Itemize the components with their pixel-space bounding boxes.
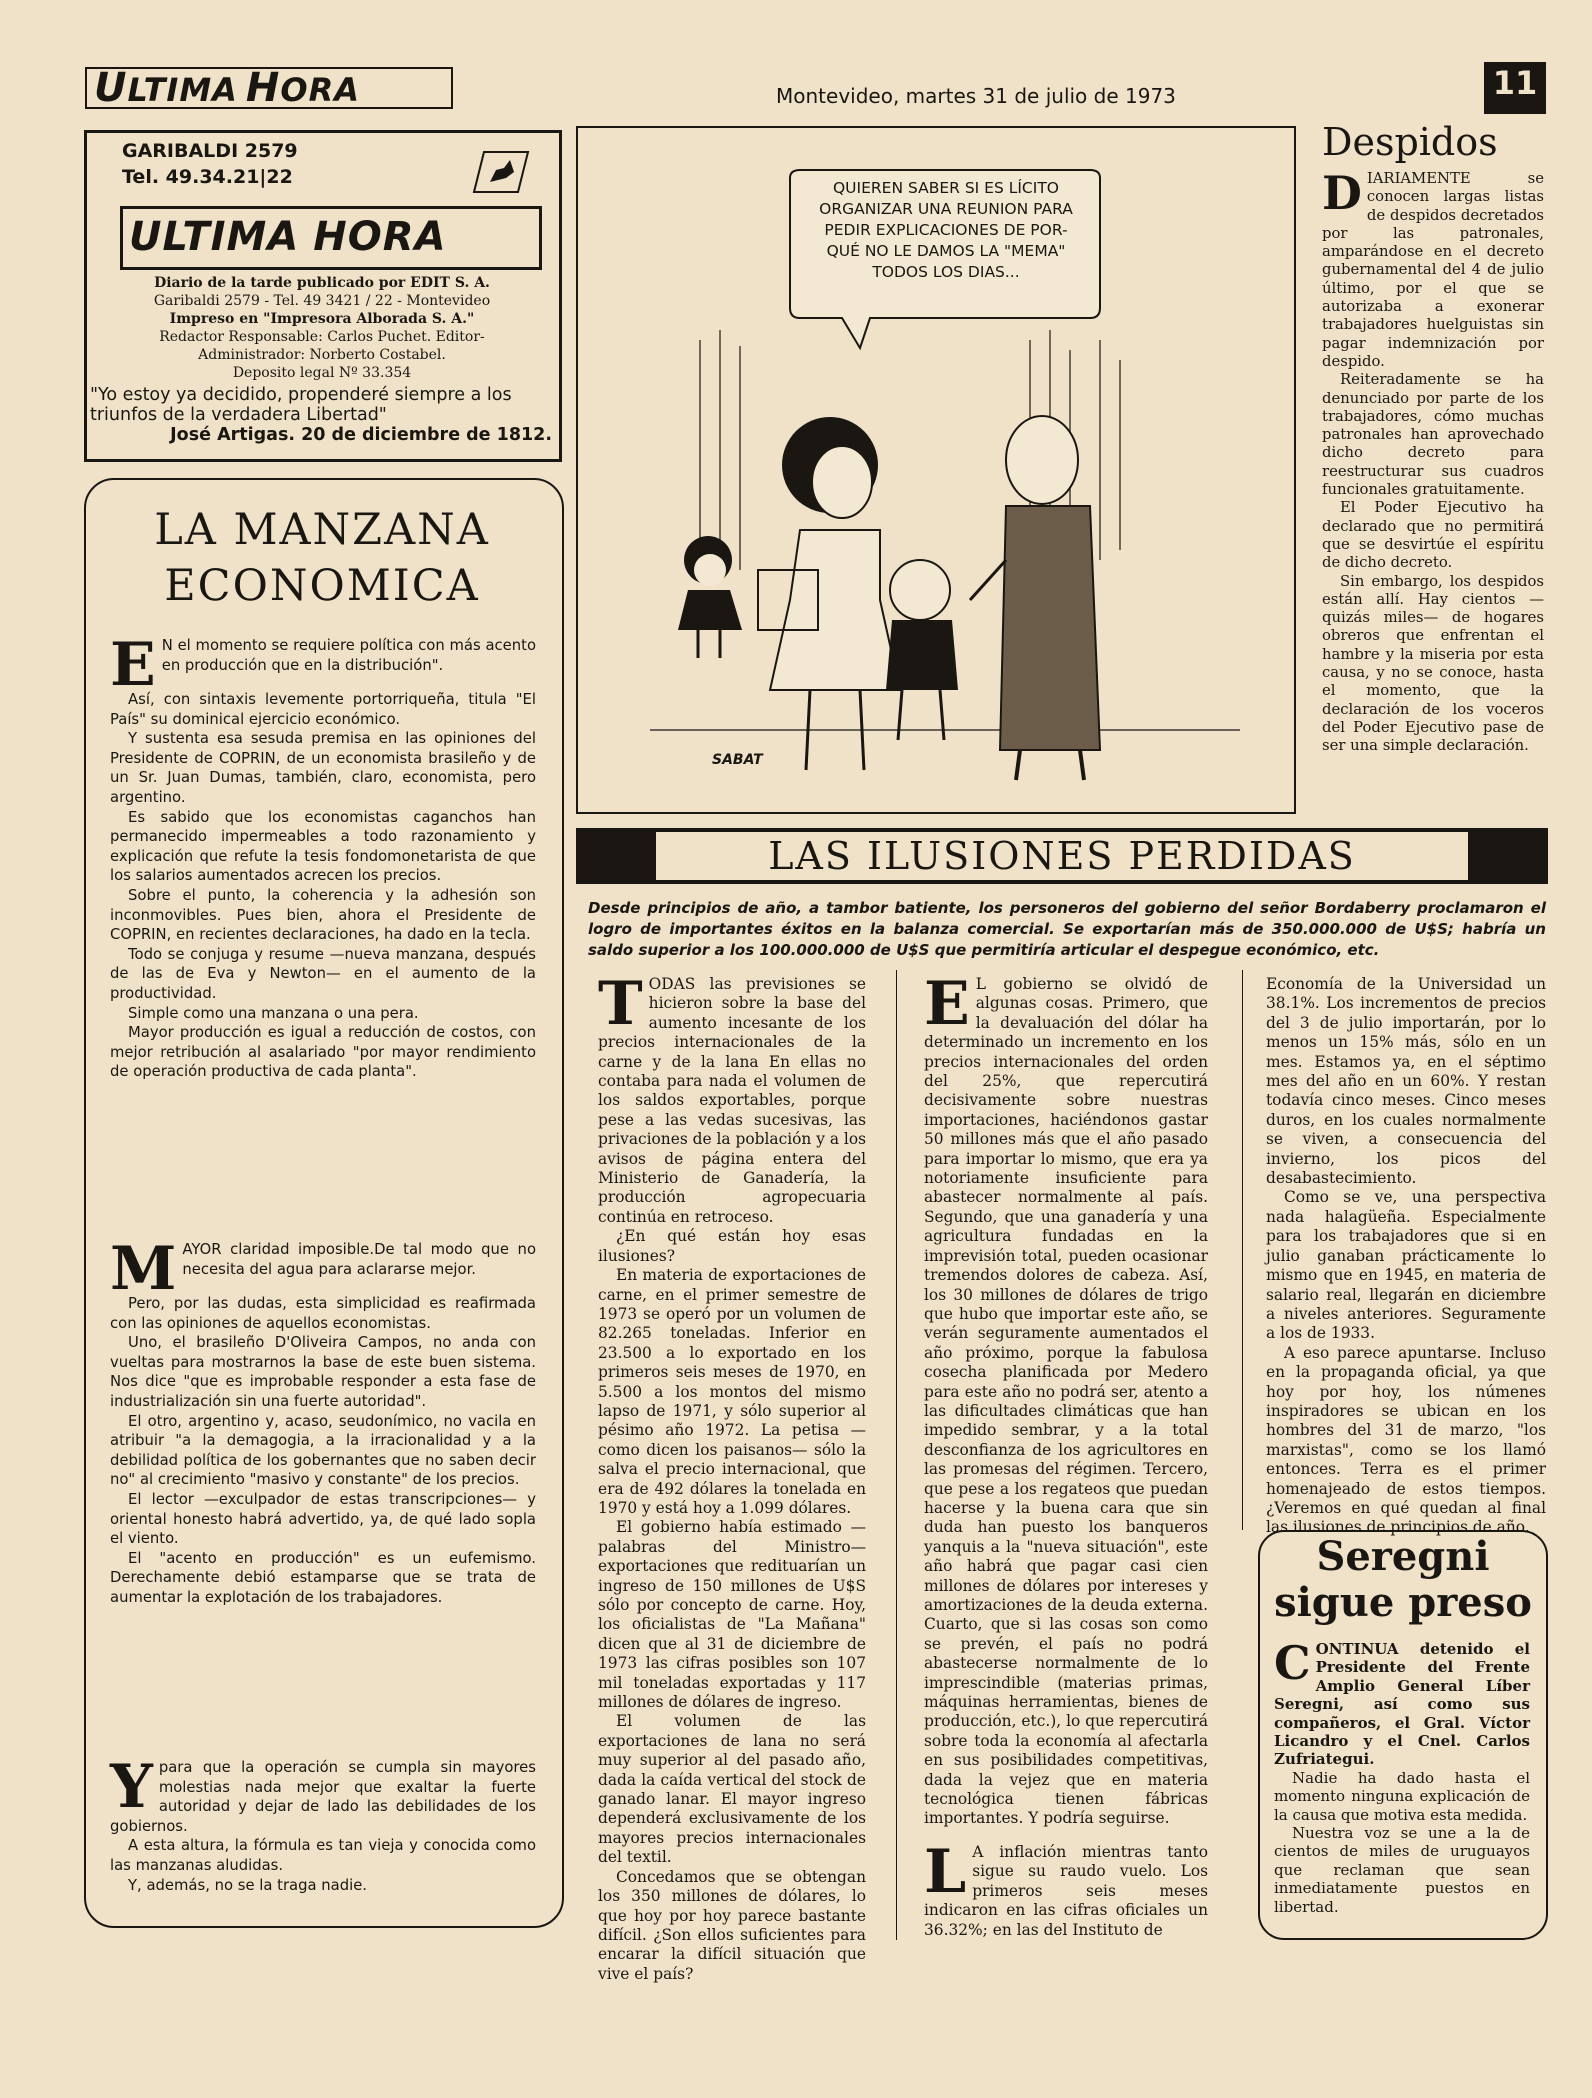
ilusiones-title: LAS ILUSIONES PERDIDAS <box>656 832 1468 880</box>
logo-u: U <box>94 65 128 111</box>
imprint-logo: ULTIMA HORA <box>120 206 542 270</box>
masthead-logo <box>84 62 454 114</box>
despidos-title: Despidos <box>1322 120 1498 164</box>
manzana-body-2: MAYOR claridad imposible.De tal modo que no necesita del agua para aclararse mejor. Pero, por las dudas, esta simplicidad es reafirmada con las opiniones de aquellos economistas. Uno, el brasileño D'Oliveira Campos, no anda con vueltas para mostrarnos la base de este buen sistema. Nos dice "que es improbable responder a esta fase de industrialización sin una fuerte autoridad". El otro, argentino y, acaso, seudonímico, no vacila en atribuir "a la demagogia, a la irracionalidad y a la debilidad política de los gobernantes que no saben decir no" al crecimiento "masivo y constante" de los precios. El lector —exculpador de estas transcripciones— y oriental honesto habrá advertido, ya, de qué lado sopla el viento. El "acento en producción" es un eufemismo. Derechamente debió estamparse que se trata de aumentar la explotación de los trabajadores. <box>110 1234 536 1606</box>
ilusiones-col-2: E L gobierno se olvidó de algunas cosas. Primero, que la devaluación del dólar ha determinado un incremento en los precios internacionales del orden del 25%, que repercutirá decisivamente sobre nuestras importaciones, haciéndonos gastar 50 millones más que el año pasado para importar lo mismo, que era ya notoriamente insuficiente para abastecer normalmente al país. Segundo, que una ganadería y una agricultura fundadas en la imprevisión total, pueden ocasionar tremendos dolores de cabeza. Así, los 30 millones de dólares de trigo que hubo que importar este año, se verán seguramente aumentados el año próximo, porque la fabulosa cosecha planificada por Medero para este año no podrá ser, atento a las dificultades climáticas que han impedido sembrar, y a la total desconfianza de los agricultores en las promesas del régimen. Tercero, que pese a los regateos que puedan hacerse y la buena cara que sin duda han puesto los banqueros yanquis a la "nueva situación", este año habrá que pagar casi cien millones de dólares por intereses y amortizaciones de la deuda externa. Cuarto, que si las cosas son como se prevén, el país no podrá abastecerse normalmente de lo imprescindible (materias primas, máquinas herramientas, bienes de producción, etc.), lo que repercutirá sobre toda la economía al afectarla en sus posibilidades competitivas, dada la vejez que en materia tecnológica tienen fábricas importantes. Y podría seguirse. L A inflación mientras tanto sigue su raudo vuelo. Los primeros seis meses indicaron en las cifras oficiales un 36.32%; en las del Instituto de <box>924 969 1208 1939</box>
ilusiones-col-1: TODAS las previsiones se hicieron sobre la base del aumento incesante de los precios internacionales de la carne y de la lana En ellas no contaba para nada el volumen de los saldos exportables, porque pese a las vedas sucesivas, las privaciones de la población y a los avisos de página entera del Ministerio de Ganadería, la producción agropecuaria continúa en retroceso. ¿En qué están hoy esas ilusiones? En materia de exportaciones de carne, en el primer semestre de 1973 se operó por un volumen de 82.265 toneladas. Inferior en 23.500 a lo exportado en los primeros seis meses de 1970, en 5.500 a los montos del mismo lapso de 1971, y sólo superior al pésimo año 1972. La petisa —como dicen los paisanos— sólo la salva el precio internacional, que era de 492 dólares la tonelada en 1970 y está hoy a 1.099 dólares. El gobierno había estimado —palabras del Ministro— exportaciones que redituarían un ingreso de 150 millones de U$S sólo por concepto de carne. Hoy, los oficialistas de "La Mañana" dicen que al 31 de diciembre de 1973 las cifras posibles son 107 mil toneladas exportadas y 117 millones de dólares de ingreso. El volumen de las exportaciones de lana no será muy superior al del pasado año, dada la caída vertical del stock de ganado lanar. El mayor ingreso dependerá exclusivamente de los mayores precios internacionales del textil. Concedamos que se obtengan los 350 millones de dólares, lo que hoy por hoy parece bastante difícil. ¿Son ellos suficientes para encarar la difícil situación que vive el país? <box>598 969 866 1983</box>
column-rule-2 <box>1242 970 1243 1530</box>
imprint-address: GARIBALDI 2579 <box>122 140 298 162</box>
ilusiones-col-3: Economía de la Universidad un 38.1%. Los incrementos de precios del 3 de julio importarán, por lo menos un 15% más, sólo en un mes. Estamos ya, en el séptimo mes del año en un 60%. Y restan todavía cinco meses. Cinco meses duros, en los cuales normalmente se viven, a consecuencia del invierno, los picos del desabastecimiento. Como se ve, una perspectiva nada halagüeña. Especialmente para los trabajadores que si en julio ganaban prácticamente lo mismo que en 1945, en materia de salario real, llegarán en diciembre a niveles anteriores. Seguramente a los de 1933. A eso parece apuntarse. Incluso en la propaganda oficial, ya que hoy por hoy, los númenes inspiradores se ubican en los hombres del 31 de marzo, "los marxistas", como se los llamó entonces. Terra es el primer homenajeado de estos tiempos. ¿Veremos en qué quedan al final las ilusiones de principios de año. <box>1266 975 1546 1537</box>
cartoon-bubble-text: QUIEREN SABER SI ES LÍCITO ORGANIZAR UNA REUNION PARA PEDIR EXPLICACIONES DE POR- QUÉ NO LE DAMOS LA "MEMA" TODOS LOS DIAS... <box>819 179 1073 281</box>
issue-date: Montevideo, martes 31 de julio de 1973 <box>776 84 1176 108</box>
ilusiones-lead: Desde principios de año, a tambor batiente, los personeros del gobierno del señor Bordaberry proclamaron el logro de importantes éxitos en la balanza comercial. Se exportarían más de 350.000.000 de U$S; habría un saldo superior a los 100.000.000 de U$S que permitiría articular el despegue económico, etc. <box>588 899 1546 959</box>
logo-ora: ORA <box>280 71 361 109</box>
logo-h: H <box>245 65 281 111</box>
manzana-body-1: E N el momento se requiere política con más acento en producción que en la distribución". Así, con sintaxis levemente portorriqueña, titula "El País" su dominical ejercicio económico. Y sustenta esa sesuda premisa en las opiniones del Presidente de COPRIN, de un economista brasileño y de un Sr. Juan Dumas, también, claro, economista, pero argentino. Es sabido que los economistas caganchos han permanecido impermeables a todo razonamiento y explicación que refute la tesis fondomonetarista de que los salarios aumentados acrecen los precios. Sobre el punto, la coherencia y la adhesión son inconmovibles. Pues bien, ahora el Presidente de COPRIN, en recientes declaraciones, ha dado en la tecla. Todo se conjuga y resume —nueva manzana, después de las de Eva y Newton— en el aumento de la productividad. Simple como una manzana o una pera. Mayor producción es igual a reducción de costos, con mejor retribución al asalariado "por mayor rendimiento de operación productiva de cada planta". <box>110 630 536 1081</box>
column-rule-1 <box>896 970 897 1940</box>
artigas-quote: "Yo estoy ya decidido, propenderé siempre a los triunfos de la verdadera Libertad" José Artigas. 20 de diciembre de 1812. <box>90 385 552 445</box>
imprint-phone: Tel. 49.34.21|22 <box>122 166 293 188</box>
manzana-body-3: Ypara que la operación se cumpla sin mayores molestias nada mejor que exaltar la fuerte autoridad y dejar de lado las debilidades de los gobiernos. A esta altura, la fórmula es tan vieja y conocida como las manzanas aludidas. Y, además, no se la traga nadie. <box>110 1752 536 1894</box>
seregni-body: CONTINUA detenido el Presidente del Frente Amplio General Líber Seregni, así como sus compañeros, el Gral. Víctor Licandro y el Cnel. Carlos Zufriategui. Nadie ha dado hasta el momento ninguna explicación de la causa que motiva esta medida. Nuestra voz se une a la de cientos de miles de uruguayos que reclaman que sean inmediatamente puestos en libertad. <box>1274 1636 1530 1916</box>
rider-icon <box>470 148 532 196</box>
manzana-title: LA MANZANA ECONOMICA <box>154 505 490 611</box>
despidos-body: DIARIAMENTE se conocen largas listas de despidos decretados por las patronales, amparándose en el decreto gubernamental del 4 de julio último, por el que se autorizaba a exonerar trabajadores huelguistas sin pagar indemnización por despido. Reiteradamente se ha denunciado por parte de los trabajadores, cómo muchas patronales han aprovechado dicho decreto para reestructurar sus cuadros funcionales gratuitamente. El Poder Ejecutivo ha declarado que no permitirá que se desvirtúe el espíritu de dicho decreto. Sin embargo, los despidos están allí. Hay cientos —quizás miles— de hogares obreros que enfrentan el hambre y la miseria por esta causa, y no se conoce, hasta el momento, que la declaración de los voceros del Poder Ejecutivo pase de ser una simple declaración. <box>1322 166 1544 755</box>
seregni-title: Seregni sigue preso <box>1274 1533 1532 1626</box>
page-number: 11 <box>1492 64 1538 102</box>
imprint-details: Diario de la tarde publicado por EDIT S. A. Garibaldi 2579 - Tel. 49 3421 / 22 - Montevideo Impreso en "Impresora Alborada S. A." Redactor Responsable: Carlos Puchet. Editor- Administrador: Norberto Costabel. Deposito legal Nº 33.354 <box>153 275 491 381</box>
logo-ltima: LTIMA <box>127 71 238 109</box>
cartoon-signature: SABAT <box>712 752 763 768</box>
